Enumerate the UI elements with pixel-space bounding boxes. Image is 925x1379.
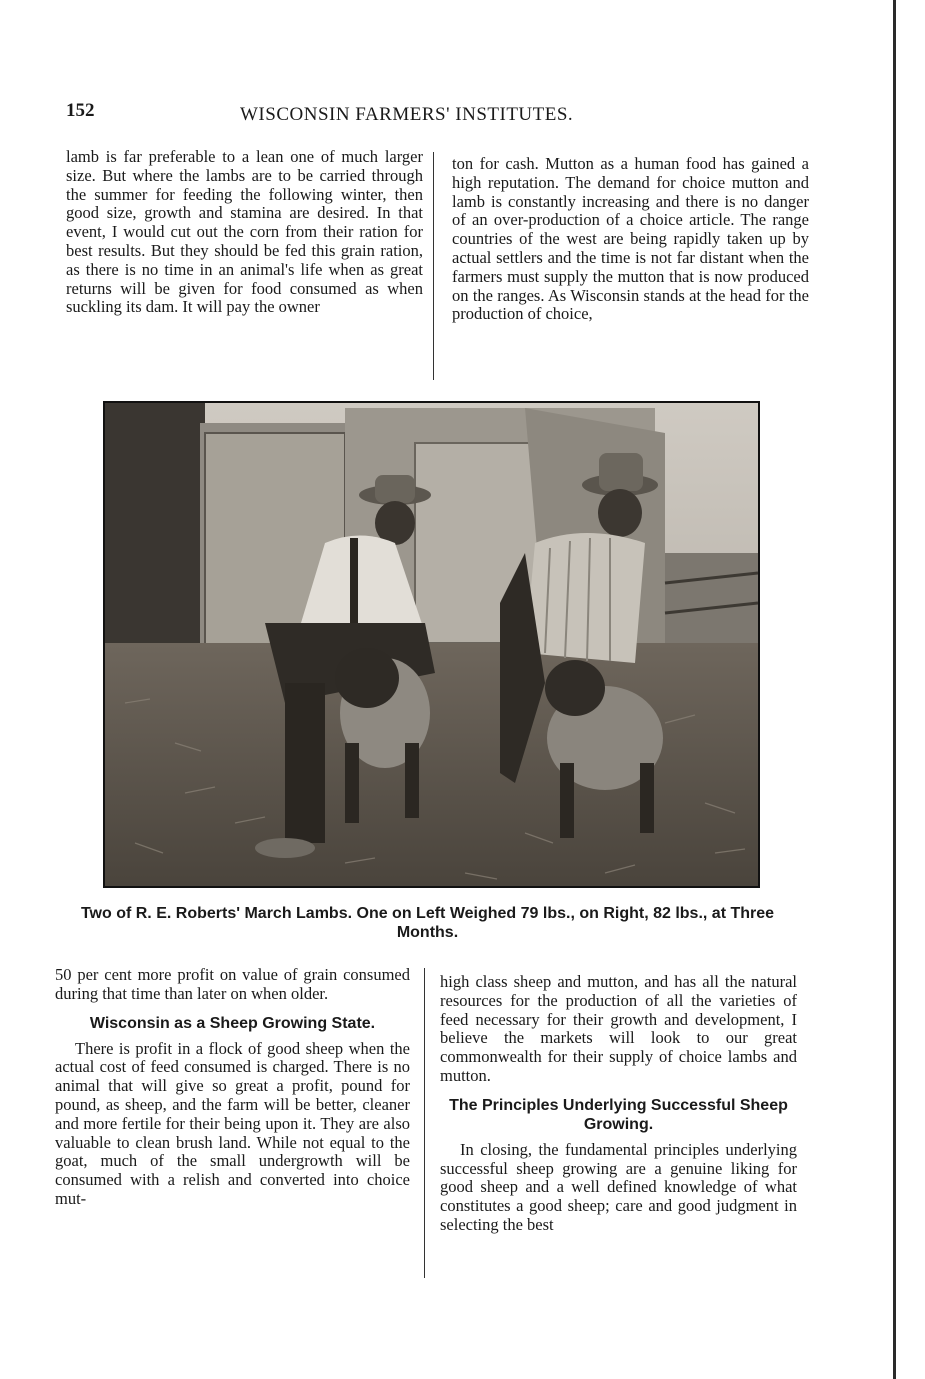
bottom-left-column: [55, 966, 410, 1209]
top-right-column: [452, 155, 809, 324]
page-edge-line: [893, 0, 896, 1379]
top-left-paragraph: lamb is far preferable to a lean one of much larger size. But where the lambs are to be carried through the summer for feeding the following winter, then good size, growth and stamina are desired. In that event, I would cut out the corn from their ration for best results. But they should be fed this grain ration, as there is no time in an animal's life when as great returns will be given for food consumed as when suckling its dam. It will pay the owner: [66, 147, 423, 317]
figure-caption: Two of R. E. Roberts' March Lambs. One on Left Weighed 79 lbs., on Right, 82 lbs., at Three Months.: [80, 905, 775, 941]
top-left-column: [66, 148, 423, 317]
bottom-right-paragraph-1: high class sheep and mutton, and has all the natural resources for the production of all the varieties of feed necessary for their growth and development, I believe the markets will look to our great commonwealth for their supply of choice lambs and mutton.: [440, 972, 797, 1085]
column-divider-bottom: [424, 968, 425, 1278]
top-right-paragraph: ton for cash. Mutton as a human food has gained a high reputation. The demand for choice mutton and lamb is constantly increasing and there is no danger of an over-production of a choice article. The range countries of the west are being rapidly taken up by actual settlers and the time is not far distant when the farmers must supply the mutton that is now produced on the ranges. As Wisconsin stands at the head for the production of choice,: [452, 154, 809, 324]
bottom-left-paragraph-1: 50 per cent more profit on value of grain consumed during that time than later on when older.: [55, 965, 410, 1003]
bottom-left-paragraph-2: There is profit in a flock of good sheep when the actual cost of feed consumed is charged. There is no animal that will give so great a profit, pound for pound, as sheep, and the farm will be better, cleaner and more fertile for their being upon it. They are also valuable to clean brush land. While not equal to the goat, much of the small undergrowth will be consumed with a relish and converted into choice mut-: [55, 1038, 410, 1208]
running-title: WISCONSIN FARMERS' INSTITUTES.: [240, 104, 574, 125]
section-heading-principles: The Principles Underlying Successful Sheep Growing.: [449, 1096, 788, 1133]
column-divider-top: [433, 152, 434, 380]
lambs-photograph: [103, 401, 760, 888]
page-number: 152: [66, 100, 95, 121]
bottom-right-paragraph-2: In closing, the fundamental principles underlying successful sheep growing are a genuine liking for good sheep and a well defined knowledge of what constitutes a good sheep; care and good judgment in selecting the best: [440, 1139, 797, 1234]
section-heading-sheep-growing-state: Wisconsin as a Sheep Growing State.: [89, 1014, 376, 1032]
bottom-right-column: [440, 973, 797, 1235]
